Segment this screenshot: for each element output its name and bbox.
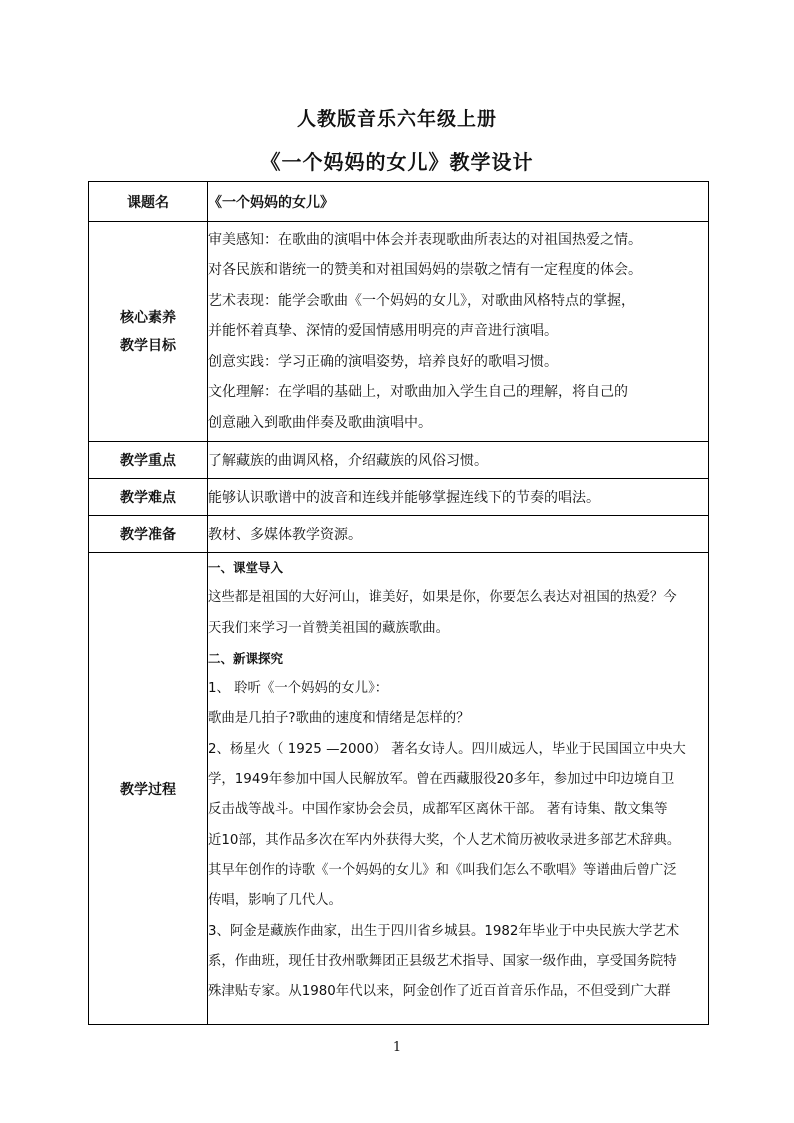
table-row-goals [89,222,709,442]
process-label: 教学过程 [89,553,208,1025]
table-row-process [89,553,709,1025]
process-line: 传唱，影响了几代人。 [208,893,342,909]
difficulties-value: 能够认识歌谱中的波音和连线并能够掌握连线下的节奏的唱法。 [208,479,709,516]
lesson-plan-table [88,181,709,1025]
goals-content [208,222,709,442]
preparation-value: 教材、多媒体教学资源。 [208,516,709,553]
topic-value: 《一个妈妈的女儿》 [208,182,709,222]
goals-line: 对各民族和谐统一的赞美和对祖国妈妈的崇敬之情有一定程度的体会。 [208,262,642,279]
goals-line: 艺术表现：能学会歌曲《一个妈妈的女儿》，对歌曲风格特点的掌握， [208,292,635,309]
process-line: 天我们来学习一首赞美祖国的藏族歌曲。 [208,620,450,636]
topic-label: 课题名 [89,182,208,222]
difficulties-label: 教学难点 [89,479,208,516]
process-line: 1、 聆听《一个妈妈的女儿》： [208,681,389,697]
page-number: 1 [392,1040,402,1055]
process-line: 系，作曲班，现任甘孜州歌舞团正县级艺术指导、国家一级作曲，享受国务院特 [208,953,677,969]
process-line: 殊津贴专家。从1980年代以来，阿金创作了近百首音乐作品，不但受到广大群 [208,984,671,1000]
process-line: 近10部，其作品多次在军内外获得大奖，个人艺术简历被收录进多部艺术辞典。 [208,832,681,848]
process-line: 3、阿金是藏族作曲家，出生于四川省乡城县。1982年毕业于中央民族大学艺术 [208,923,680,939]
table-row-topic [89,182,709,222]
table-row-difficulties [89,479,709,516]
process-line: 歌曲是几拍子?歌曲的速度和情绪是怎样的？ [208,711,470,727]
process-line: 学，1949年参加中国人民解放军。曾在西藏服役20多年，参加过中印边境自卫 [208,772,675,788]
goals-line: 并能怀着真挚、深情的爱国情感用明亮的声音进行演唱。 [208,323,558,340]
goals-label-line: 教学目标 [120,337,176,354]
process-content [208,553,709,1025]
goals-line: 创意融入到歌曲伴奏及歌曲演唱中。 [208,414,432,431]
process-line: 这些都是祖国的大好河山，谁美好，如果是你，你要怎么表达对祖国的热爱？今 [208,590,677,606]
key-points-value: 了解藏族的曲调风格，介绍藏族的风俗习惯。 [208,442,709,479]
process-line: 2、杨星火（ 1925 —2000） 著名女诗人。四川威远人，毕业于民国国立中央大 [208,741,686,757]
key-points-label: 教学重点 [89,442,208,479]
goals-label-line: 核心素养 [120,309,176,326]
process-heading: 一、课堂导入 [208,560,284,575]
goals-label [89,222,208,442]
document-subtitle: 人教版音乐六年级上册 [296,108,497,130]
document-title: 《一个妈妈的女儿》教学设计 [260,150,534,174]
table-row-preparation [89,516,709,553]
process-line: 反击战等战斗。中国作家协会会员，成都军区离休干部。 著有诗集、散文集等 [208,802,668,818]
goals-line: 文化理解：在学唱的基础上，对歌曲加入学生自己的理解，将自己的 [208,384,628,401]
goals-line: 审美感知：在歌曲的演唱中体会并表现歌曲所表达的对祖国热爱之情。 [208,231,642,248]
process-heading: 二、新课探究 [208,650,284,666]
goals-line: 创意实践：学习正确的演唱姿势，培养良好的歌唱习惯。 [208,353,558,370]
table-row-key-points [89,442,709,479]
process-line: 其早年创作的诗歌《一个妈妈的女儿》和《叫我们怎么不歌唱》等谱曲后曾广泛 [208,862,677,878]
preparation-label: 教学准备 [89,516,208,553]
